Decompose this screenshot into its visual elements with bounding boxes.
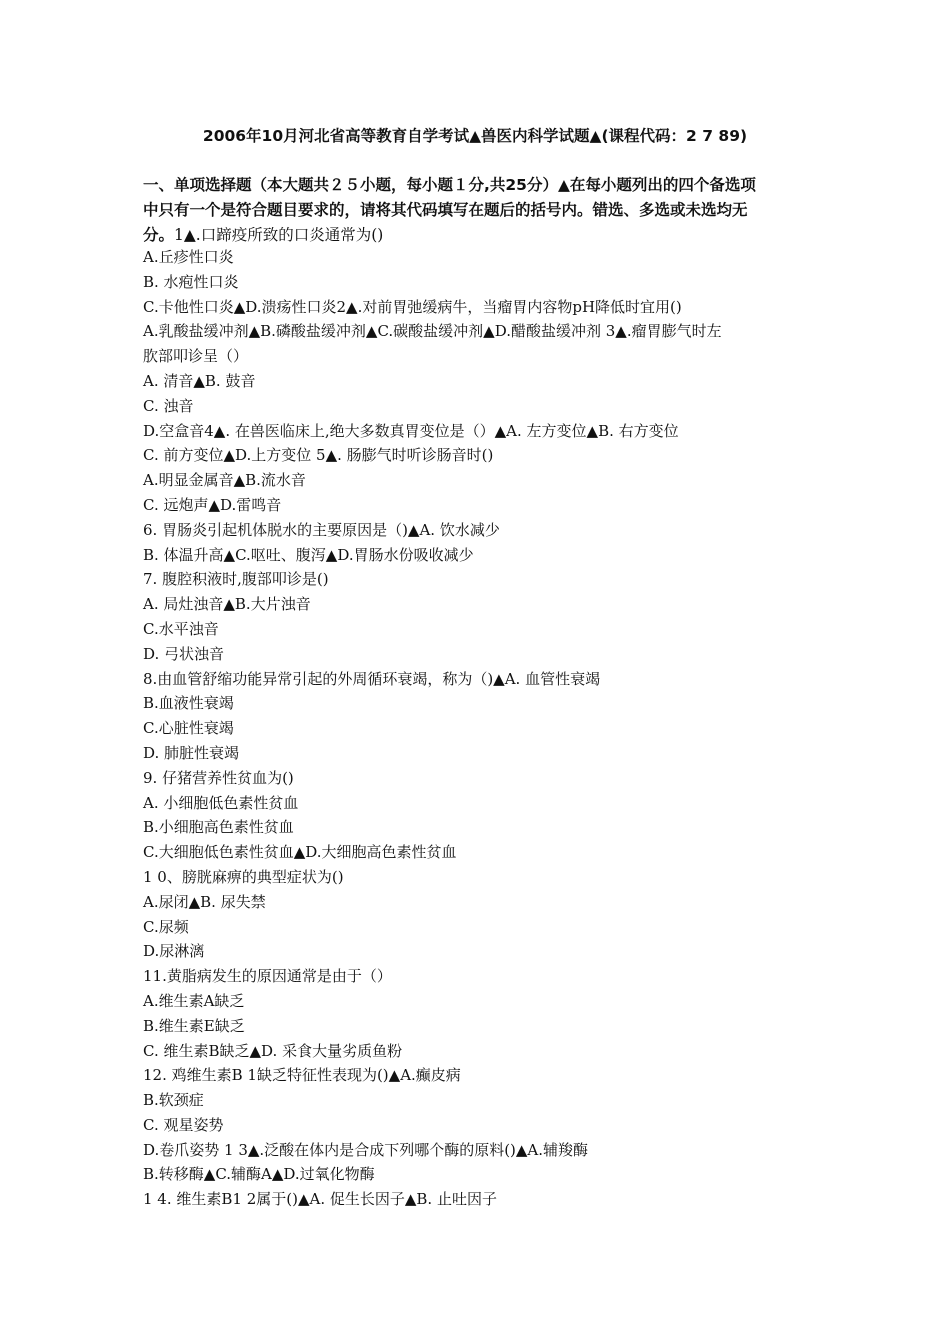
question-line: 1 4. 维生素B1 2属于()▲A. 促生长因子▲B. 止吐因子 [143, 1190, 497, 1209]
question-line: B.血液性衰竭 [143, 694, 234, 713]
question-line: A.乳酸盐缓冲剂▲B.磷酸盐缓冲剂▲C.碳酸盐缓冲剂▲D.醋酸盐缓冲剂 3▲.瘤胃膨气时左 [143, 322, 722, 341]
question-line: B. 水疱性口炎 [143, 272, 239, 291]
question-line: B.小细胞高色素性贫血 [143, 818, 294, 837]
question-line: D. 弓状浊音 [143, 644, 225, 663]
question-line: C.大细胞低色素性贫血▲D.大细胞高色素性贫血 [143, 843, 457, 862]
question-line: 1 0、膀胱麻痹的典型症状为() [143, 867, 344, 886]
question-line: B.软颈症 [143, 1091, 204, 1110]
question-line: D. 肺脏性衰竭 [143, 743, 240, 762]
question-line: D.卷爪姿势 1 3▲.泛酸在体内是合成下列哪个酶的原料()▲A.辅羧酶 [143, 1140, 589, 1159]
question-line: C. 浊音 [143, 396, 194, 415]
question-line: A.丘疹性口炎 [143, 248, 234, 266]
question-line: B.转移酶▲C.辅酶A▲D.过氧化物酶 [143, 1165, 375, 1184]
question-line: A. 小细胞低色素性贫血 [143, 793, 299, 812]
section-heading-line: 中只有一个是符合题目要求的，请将其代码填写在题后的括号内。错选、多选或未选均无 [143, 201, 748, 219]
question-line: C. 远炮声▲D.雷鸣音 [143, 495, 282, 514]
question-line: A. 清音▲B. 鼓音 [143, 371, 256, 390]
question-line: 7. 腹腔积液时,腹部叩诊是() [143, 570, 329, 589]
question-line: A.维生素A缺乏 [143, 991, 245, 1010]
question-line: C.心脏性衰竭 [143, 719, 234, 738]
question-line: D.空盒音4▲. 在兽医临床上,绝大多数真胃变位是（）▲A. 左方变位▲B. 右方变位 [143, 421, 679, 440]
section-heading [143, 173, 823, 248]
question-line: 6. 胃肠炎引起机体脱水的主要原因是（)▲A. 饮水减少 [143, 520, 500, 539]
section-heading-end: 分。 [143, 226, 175, 244]
question-line: C. 观星姿势 [143, 1115, 224, 1134]
question-line: D.尿淋漓 [143, 942, 205, 961]
question-line: C.卡他性口炎▲D.溃疡性口炎2▲.对前胃弛缓病牛，当瘤胃内容物pH降低时宜用() [143, 297, 682, 316]
question-1-stem: 1▲.口蹄疫所致的口炎通常为() [174, 226, 384, 244]
question-line: B. 体温升高▲C.呕吐、腹泻▲D.胃肠水份吸收减少 [143, 545, 474, 564]
question-line: A.明显金属音▲B.流水音 [143, 471, 306, 490]
question-line: A. 局灶浊音▲B.大片浊音 [143, 595, 311, 614]
question-line: 11.黄脂病发生的原因通常是由于（） [143, 967, 392, 986]
question-list [143, 245, 833, 1212]
question-line: A.尿闭▲B. 尿失禁 [143, 892, 266, 911]
question-line: C.尿频 [143, 917, 189, 936]
section-heading-line: 一、单项选择题（本大题共２５小题，每小题１分,共25分）▲在每小题列出的四个备选项 [143, 176, 756, 194]
question-line: 8.由血管舒缩功能异常引起的外周循环衰竭，称为（)▲A. 血管性衰竭 [143, 669, 601, 688]
question-line: C.水平浊音 [143, 619, 219, 638]
question-line: C. 维生素B缺乏▲D. 采食大量劣质鱼粉 [143, 1041, 403, 1060]
question-line: 12. 鸡维生素B 1缺乏特征性表现为()▲A.癫皮病 [143, 1066, 461, 1085]
document-title: 2006年10月河北省高等教育自学考试▲兽医内科学试题▲(课程代码：2 7 89) [202, 127, 748, 145]
question-line: B.维生素E缺乏 [143, 1016, 245, 1035]
question-line: 肷部叩诊呈（） [143, 347, 249, 366]
question-line: C. 前方变位▲D.上方变位 5▲. 肠膨气时听诊肠音时() [143, 446, 494, 465]
question-line: 9. 仔猪营养性贫血为() [143, 768, 294, 787]
